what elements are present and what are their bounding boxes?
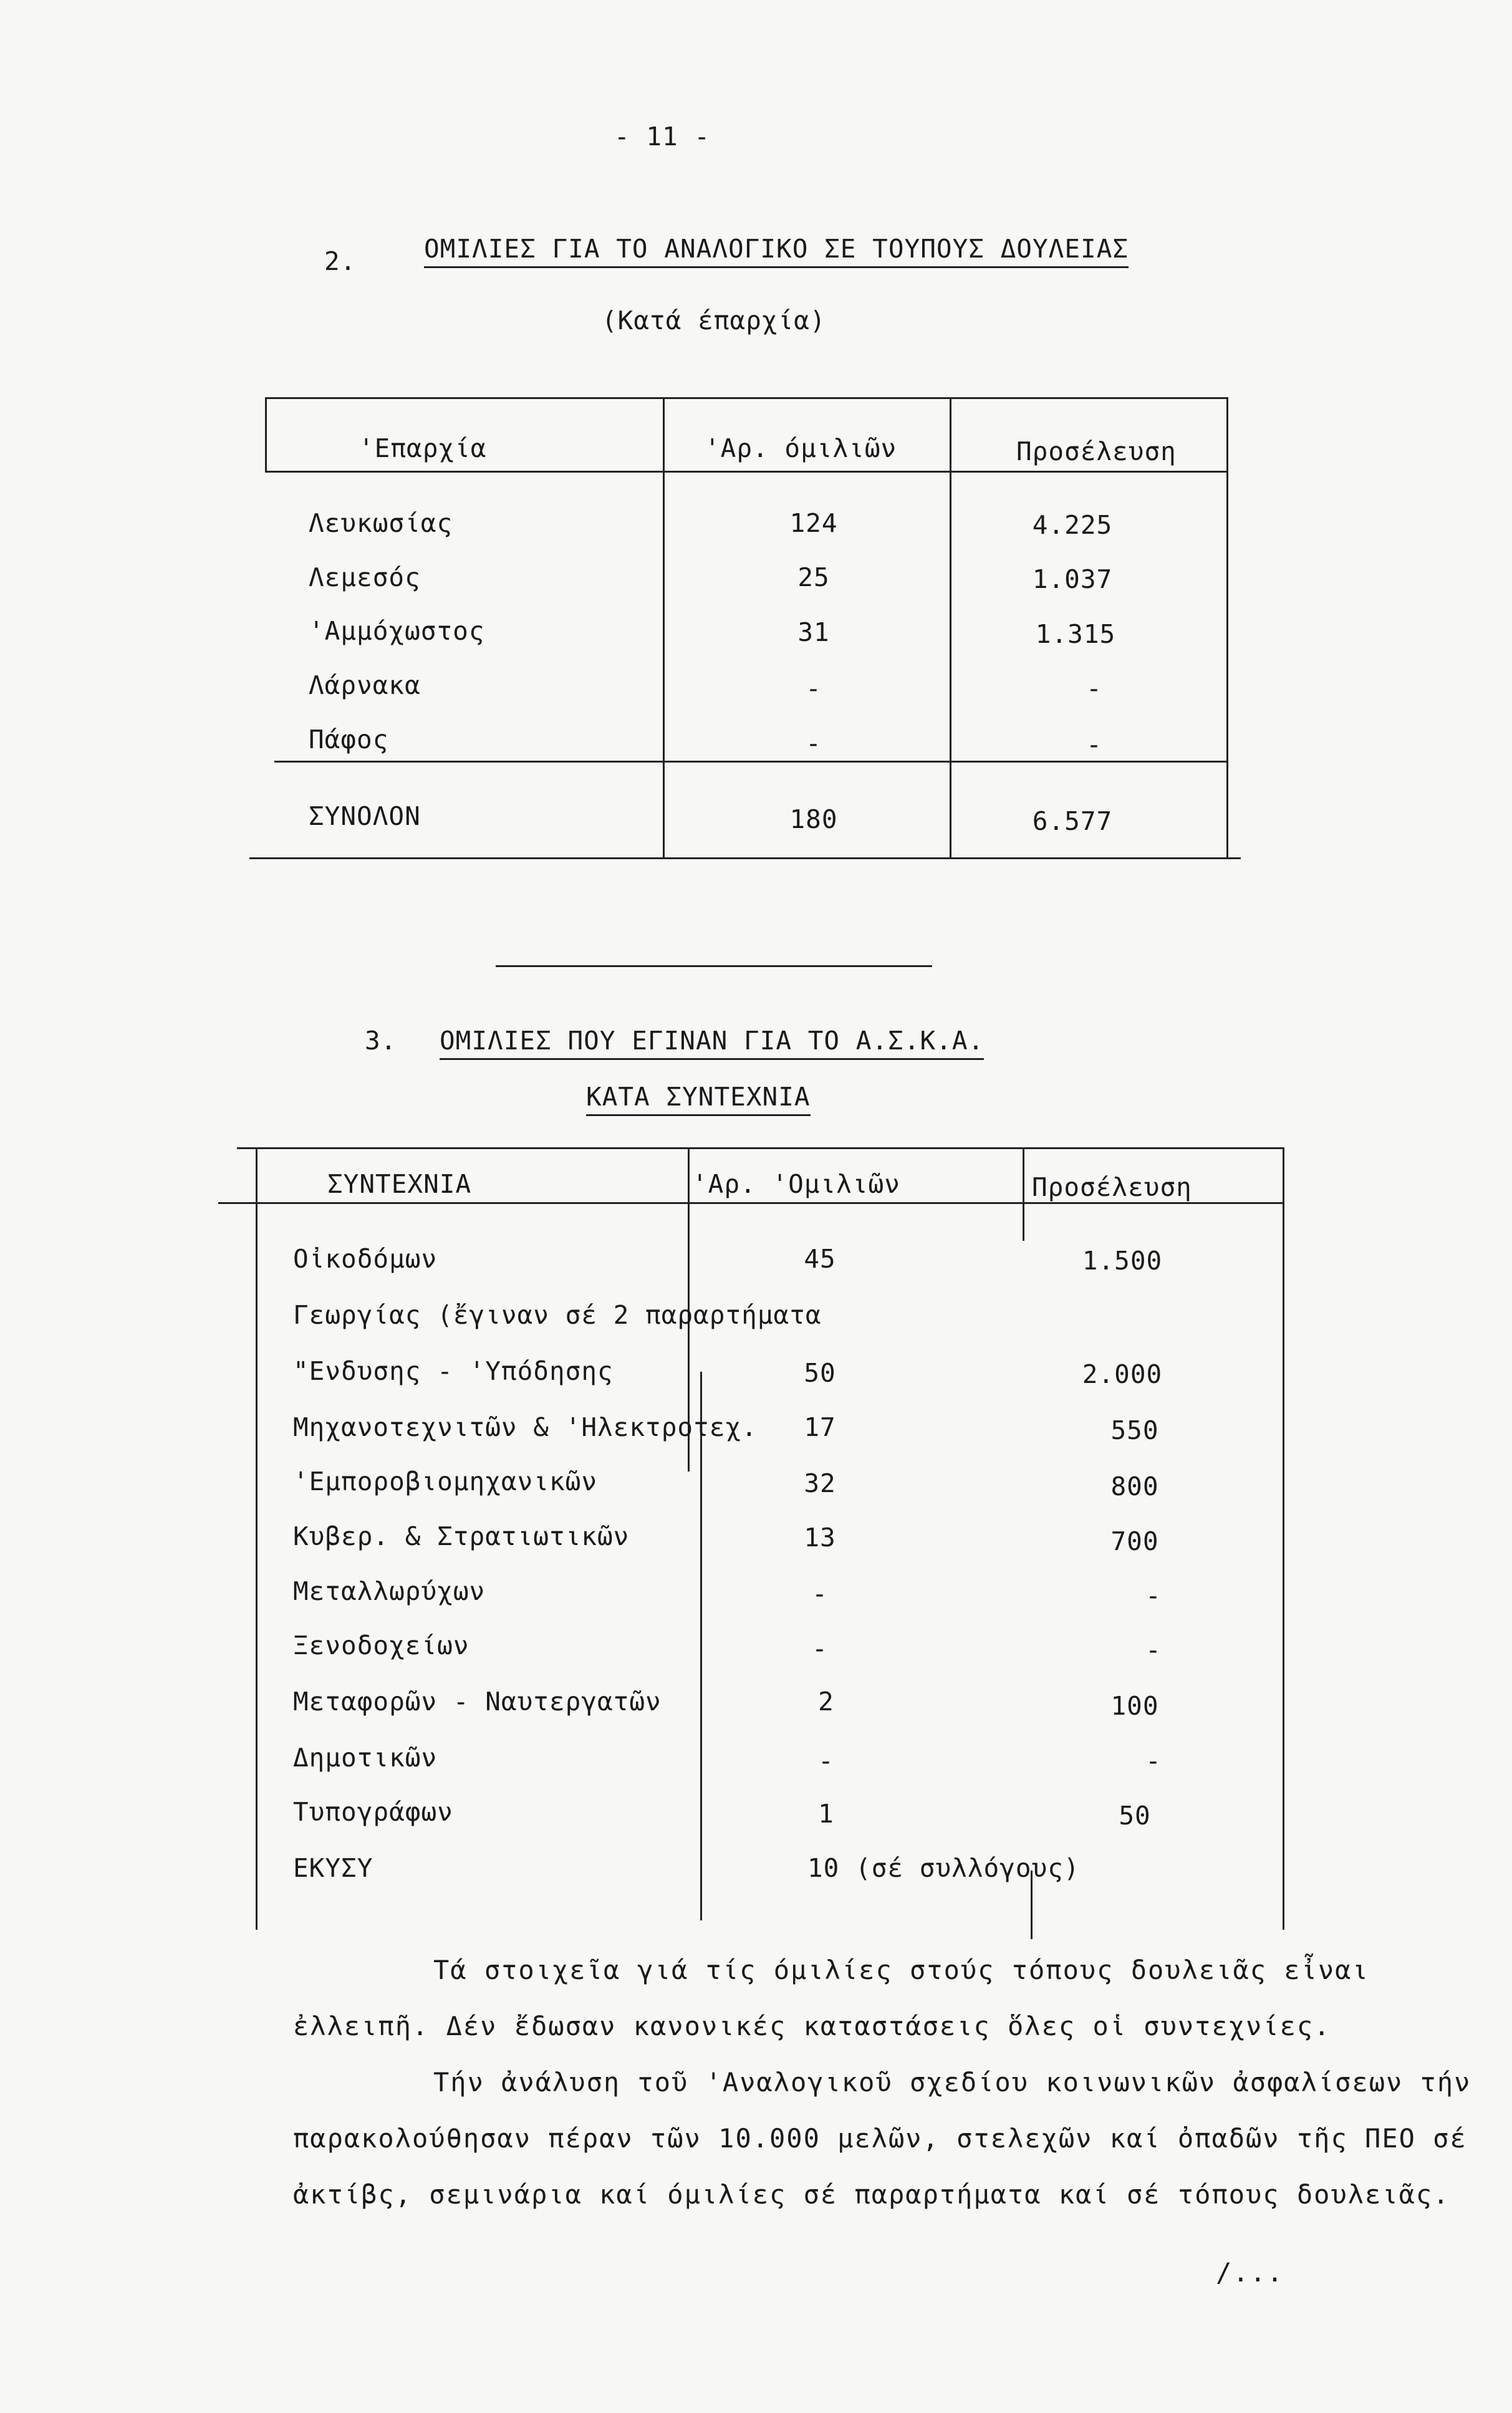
province-name: Λάρνακα (309, 670, 421, 700)
union-name: Τυπογράφων (293, 1797, 453, 1827)
page-number: - 11 - (614, 122, 711, 152)
section2-title: ΟΜΙΛΙΕΣ ΓΙΑ ΤΟ ΑΝΑΛΟΓΙΚΟ ΣΕ ΤΟΥΠΟΥΣ ΔΟΥΛΕΙΑΣ (424, 234, 1129, 268)
union-count: 45 (804, 1244, 836, 1274)
section3-header-union: ΣΥΝΤΕΧΝΙΑ (327, 1169, 472, 1199)
section2-subtitle: (Κατά έπαρχία) (602, 306, 826, 335)
union-attendance: 2.000 (1082, 1359, 1163, 1389)
union-count: 50 (804, 1358, 836, 1388)
union-attendance: - (1145, 1581, 1162, 1611)
province-name: Λευκωσίας (309, 508, 453, 538)
province-attendance: 1.315 (1035, 619, 1116, 649)
province-name: Λεμεσός (309, 562, 421, 592)
total-attendance: 6.577 (1032, 806, 1113, 836)
province-name: Πάφος (309, 725, 389, 754)
province-name: 'Αμμόχωστος (309, 616, 485, 646)
union-name: Μεταλλωρύχων (293, 1576, 486, 1606)
union-name: Ξενοδοχείων (293, 1630, 469, 1660)
province-count: 31 (797, 617, 830, 647)
union-attendance: 100 (1110, 1691, 1159, 1721)
union-attendance: - (1145, 1746, 1162, 1776)
paragraph-line: Τά στοιχεῖα γιά τίς όμιλίες στούς τόπους δουλειᾶς εἶναι (433, 1955, 1369, 1985)
section2-header-attendance: Προσέλευση (1016, 436, 1177, 466)
union-attendance: 800 (1110, 1471, 1159, 1501)
continuation-mark: /... (1216, 2257, 1284, 2288)
total-count: 180 (789, 804, 838, 834)
section2-header-province: 'Επαρχία (359, 433, 487, 463)
union-name: Δημοτικῶν (293, 1743, 438, 1773)
province-attendance: 4.225 (1032, 510, 1113, 540)
section2-header-count: 'Αρ. όμιλιῶν (705, 433, 897, 463)
section3-subtitle: ΚΑΤΑ ΣΥΝΤΕΧΝΙΑ (586, 1082, 811, 1116)
province-attendance: 1.037 (1032, 564, 1113, 594)
province-count: 25 (797, 562, 830, 592)
union-count: - (812, 1579, 828, 1609)
paragraph-line: Τήν ἀνάλυση τοῦ 'Αναλογικοῦ σχεδίου κοινωνικῶν ἀσφαλίσεων τήν (433, 2067, 1471, 2098)
section3-header-attendance: Προσέλευση (1032, 1172, 1192, 1202)
total-label: ΣΥΝΟΛΟΝ (309, 801, 421, 831)
paragraph-line: ἐλλειπῆ. Δέν ἔδωσαν κανονικές καταστάσεις ὅλες οἱ συντεχνίες. (293, 2011, 1331, 2041)
union-count: 32 (804, 1468, 836, 1498)
union-count: - (818, 1746, 834, 1776)
section-divider (496, 965, 932, 967)
province-attendance: - (1086, 673, 1102, 703)
union-name: Μεταφορῶν - Ναυτεργατῶν (293, 1687, 662, 1717)
province-count: 124 (789, 508, 838, 538)
union-name: "Ενδυσης - 'Υπόδησης (293, 1356, 614, 1386)
union-name: 'Εμποροβιομηχανικῶν (293, 1467, 597, 1496)
section3-title: ΟΜΙΛΙΕΣ ΠΟΥ ΕΓΙΝΑΝ ΓΙΑ ΤΟ Α.Σ.Κ.Α. (440, 1026, 984, 1060)
province-attendance: - (1086, 730, 1102, 759)
union-name: Οἰκοδόμων (293, 1244, 438, 1274)
union-attendance: 1.500 (1082, 1246, 1163, 1276)
union-name: Κυβερ. & Στρατιωτικῶν (293, 1521, 630, 1551)
union-count: 10 (σέ συλλόγους) (807, 1853, 1080, 1883)
union-attendance: - (1145, 1635, 1162, 1665)
union-count: 13 (804, 1523, 836, 1553)
union-name: Γεωργίας (ἔγιναν σέ 2 παραρτήματα (293, 1300, 822, 1330)
section3-number: 3. (365, 1026, 397, 1056)
union-attendance: 550 (1110, 1415, 1159, 1445)
union-attendance: 700 (1110, 1526, 1159, 1556)
union-count: - (812, 1634, 828, 1664)
union-attendance: 50 (1119, 1801, 1151, 1831)
section2-number: 2. (324, 246, 357, 276)
province-count: - (806, 728, 822, 758)
union-count: 1 (818, 1799, 834, 1829)
section3-header-count: 'Αρ. 'Ομιλιῶν (692, 1169, 900, 1199)
union-count: 17 (804, 1412, 836, 1442)
paragraph-line: ἀκτίβς, σεμινάρια καί όμιλίες σέ παραρτήματα καί σέ τόπους δουλειᾶς. (293, 2179, 1450, 2210)
union-name: Μηχανοτεχνιτῶν & 'Ηλεκτροτεχ. (293, 1412, 758, 1442)
paragraph-line: παρακολούθησαν πέραν τῶν 10.000 μελῶν, στελεχῶν καί ὀπαδῶν τῆς ΠΕΟ σέ (293, 2123, 1467, 2154)
union-name: ΕΚΥΣΥ (293, 1853, 373, 1883)
province-count: - (806, 673, 822, 703)
union-count: 2 (818, 1687, 834, 1717)
